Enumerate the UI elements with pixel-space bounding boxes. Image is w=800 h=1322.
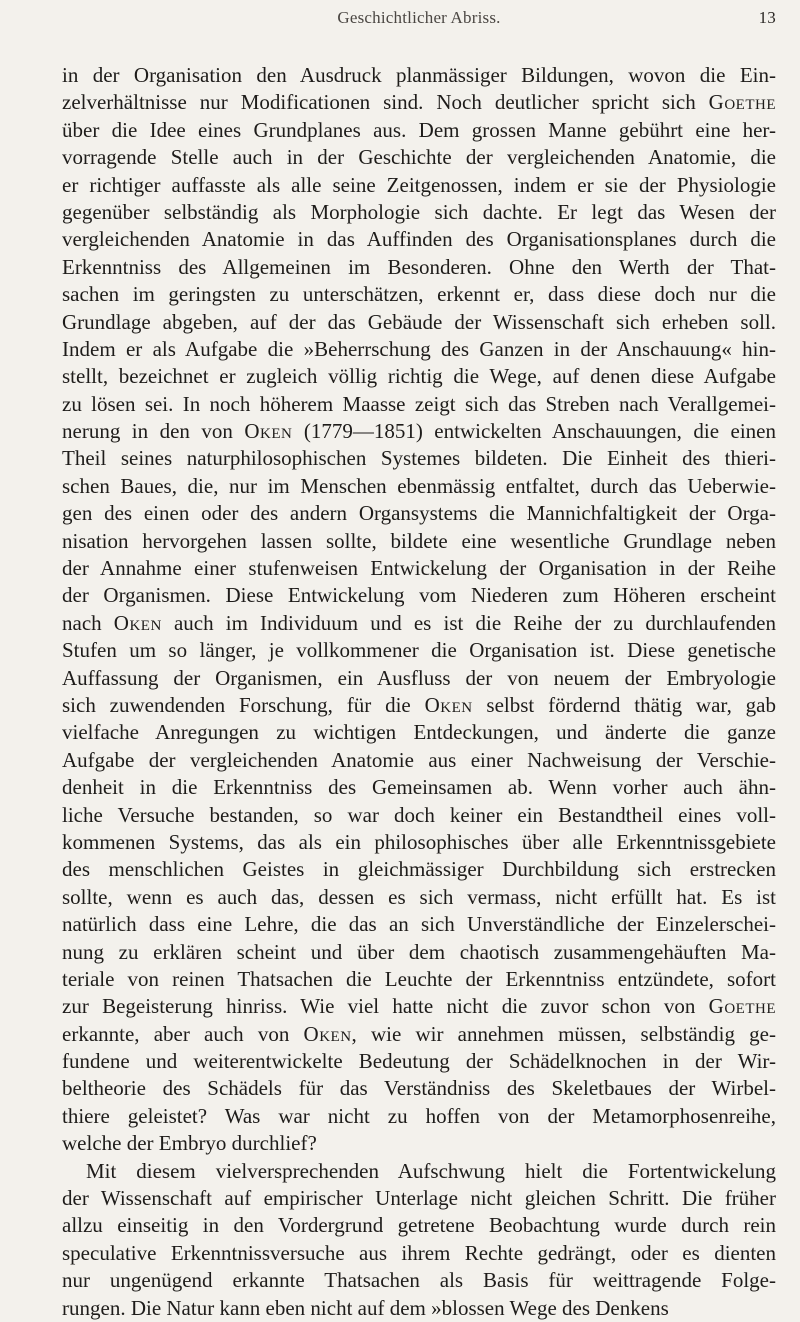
text-line: zelverhältnisse nur Modificationen sind. Noch deutlicher spricht sich Goethe (62, 90, 776, 115)
text-line: der Organismen. Diese Entwickelung vom Niederen zum Höheren erscheint (62, 583, 776, 608)
running-title: Geschichtlicher Abriss. (337, 8, 501, 27)
text-line: speculative Erkenntnissversuche aus ihrem Rechte gedrängt, oder es dienten (62, 1240, 776, 1265)
text-line: gegenüber selbständig als Morphologie sich dachte. Er legt das Wesen der (62, 199, 776, 224)
running-head (62, 8, 776, 34)
text-line: natürlich dass eine Lehre, die das an sich Unverständliche der Einzelerschei- (62, 912, 776, 937)
text-line: Mit diesem vielversprechenden Aufschwung hielt die Fortentwickelung (86, 1158, 776, 1183)
text-line: schen Baues, die, nur im Menschen ebenmässig entfaltet, durch das Ueberwie- (62, 473, 776, 498)
text-line: sich zuwendenden Forschung, für die Oken selbst fördernd thätig war, gab (62, 692, 776, 717)
text-line: der Wissenschaft auf empirischer Unterlage nicht gleichen Schritt. Die früher (62, 1186, 776, 1211)
text-line: nisation hervorgehen lassen sollte, bildete eine wesentliche Grundlage neben (62, 528, 776, 553)
text-line: welche der Embryo durchlief? (62, 1131, 317, 1156)
text-line: sachen im geringsten zu unterschätzen, erkennt er, dass diese doch nur die (62, 282, 776, 307)
text-line: teriale von reinen Thatsachen die Leuchte der Erkenntniss entzündete, sofort (62, 966, 776, 991)
text-line: sollte, wenn es auch das, dessen es sich vermass, nicht erfüllt hat. Es ist (62, 884, 776, 909)
author-name: Oken (424, 692, 473, 717)
text-line: nung zu erklären scheint und über dem chaotisch zusammengehäuften Ma- (62, 939, 776, 964)
author-name: Goethe (708, 994, 776, 1019)
body-text (62, 62, 776, 1322)
author-name: Oken (303, 1021, 352, 1046)
text-line: Grundlage abgeben, auf der das Gebäude der Wissenschaft sich erheben soll. (62, 309, 776, 334)
author-name: Goethe (708, 90, 776, 115)
text-line: kommenen Systems, das als ein philosophisches über alle Erkenntnissgebiete (62, 829, 776, 854)
page-number: 13 (758, 8, 776, 27)
text-line: nur ungenügend erkannte Thatsachen als Basis für weittragende Folge- (62, 1268, 776, 1293)
text-line: vorragende Stelle auch in der Geschichte der vergleichenden Anatomie, die (62, 145, 776, 170)
text-line: denheit in die Erkenntniss des Gemeinsamen ab. Wenn vorher auch ähn- (62, 775, 776, 800)
text-line: zur Begeisterung hinriss. Wie viel hatte nicht die zuvor schon von Goethe (62, 994, 776, 1019)
text-line: nach Oken auch im Individuum und es ist die Reihe der zu durchlaufenden (62, 610, 776, 635)
text-line: Aufgabe der vergleichenden Anatomie aus einer Nachweisung der Verschie- (62, 747, 776, 772)
text-line: thiere geleistet? Was war nicht zu hoffen von der Metamorphosenreihe, (62, 1103, 776, 1128)
text-line: der Annahme einer stufenweisen Entwickelung der Organisation in der Reihe (62, 556, 776, 581)
text-line: in der Organisation den Ausdruck planmässiger Bildungen, wovon die Ein- (62, 63, 776, 87)
text-line: Theil seines naturphilosophischen Systemes bildeten. Die Einheit des thieri- (62, 446, 776, 471)
text-line: stellt, bezeichnet er zugleich völlig richtig die Wege, auf denen diese Aufgabe (62, 364, 776, 389)
text-line: zu lösen sei. In noch höherem Maasse zeigt sich das Streben nach Verallgemei- (62, 391, 776, 416)
text-line: liche Versuche bestanden, so war doch keiner ein Bestandtheil eines voll- (62, 802, 776, 827)
text-line: des menschlichen Geistes in gleichmässiger Durchbildung sich erstrecken (62, 857, 776, 882)
text-line: beltheorie des Schädels für das Verständniss des Skeletbaues der Wirbel- (62, 1076, 776, 1101)
text-line: Stufen um so länger, je vollkommener die Organisation ist. Diese genetische (62, 638, 776, 663)
text-line: Indem er als Aufgabe die »Beherrschung des Ganzen in der Anschauung« hin- (62, 336, 776, 361)
author-name: Oken (244, 419, 293, 444)
text-line: vergleichenden Anatomie in das Auffinden des Organisationsplanes durch die (62, 227, 776, 252)
text-line: über die Idee eines Grundplanes aus. Dem grossen Manne gebührt eine her- (62, 117, 776, 142)
text-line: fundene und weiterentwickelte Bedeutung der Schädelknochen in der Wir- (62, 1049, 776, 1074)
author-name: Oken (113, 610, 162, 635)
text-line: Erkenntniss des Allgemeinen im Besonderen. Ohne den Werth der That- (62, 254, 776, 279)
text-line: rungen. Die Natur kann eben nicht auf dem »blossen Wege des Denkens (62, 1295, 669, 1320)
text-line: gen des einen oder des andern Organsystems die Mannichfaltigkeit der Orga- (62, 501, 776, 526)
text-line: er richtiger auffasste als alle seine Zeitgenossen, indem er sie der Physiologie (62, 172, 776, 197)
text-line: allzu einseitig in den Vordergrund getretene Beobachtung wurde durch rein (62, 1213, 776, 1238)
text-line: erkannte, aber auch von Oken, wie wir annehmen müssen, selbständig ge- (62, 1021, 776, 1046)
text-line: nerung in den von Oken (1779—1851) entwickelten Anschauungen, die einen (62, 419, 776, 444)
text-line: vielfache Anregungen zu wichtigen Entdeckungen, und änderte die ganze (62, 720, 776, 745)
text-line: Auffassung der Organismen, ein Ausfluss der von neuem der Embryologie (62, 665, 776, 690)
